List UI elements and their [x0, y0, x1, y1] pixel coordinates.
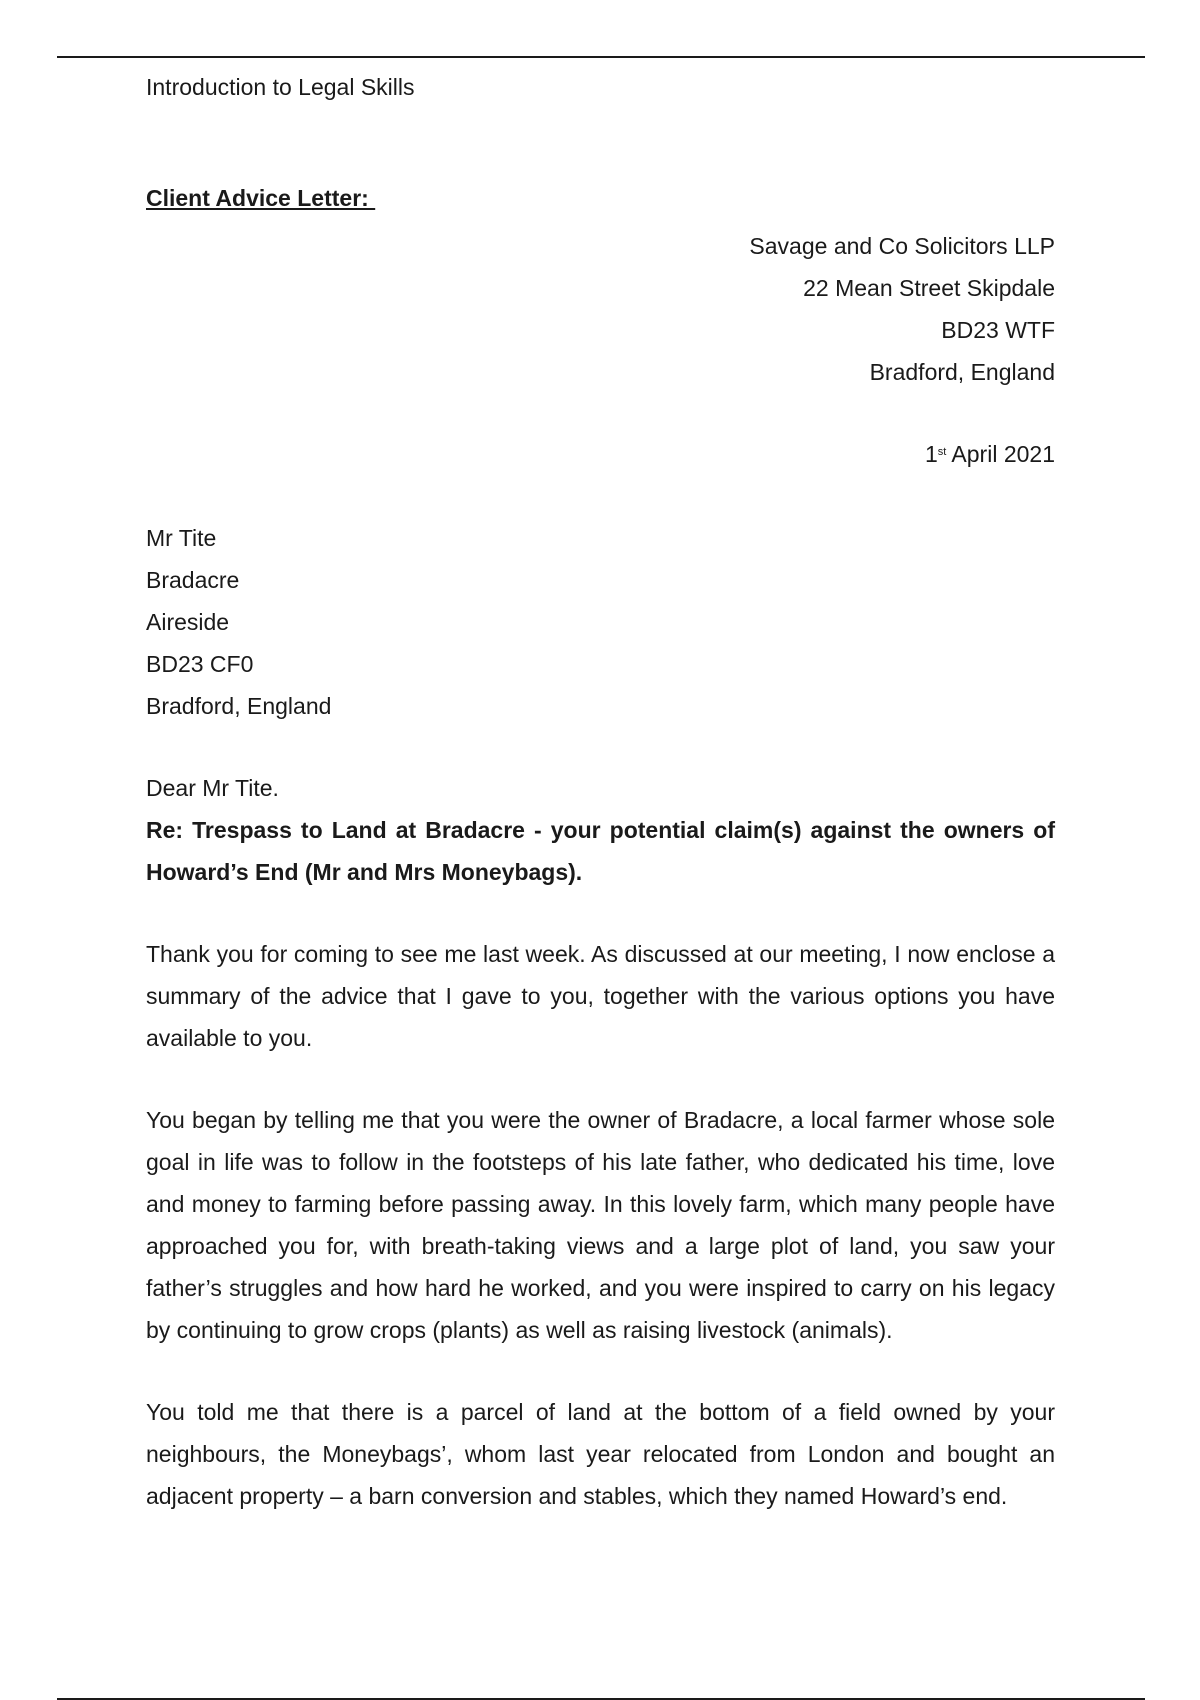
date-day: 1	[924, 441, 938, 467]
recipient-address-line: Bradford, England	[146, 693, 332, 719]
sender-address-line: BD23 WTF	[941, 317, 1055, 343]
header-rule	[57, 56, 1145, 58]
letter-date	[146, 433, 1055, 475]
recipient-address-line: Aireside	[146, 609, 230, 635]
letter-heading: Client Advice Letter:	[146, 185, 376, 211]
recipient-address-line: Bradacre	[146, 567, 240, 593]
body-paragraph: Thank you for coming to see me last week. As discussed at our meeting, I now enclose a summary of the advice that I gave to you, together with the various options you have available to you.	[146, 941, 1055, 1051]
body-paragraph: You told me that there is a parcel of land at the bottom of a field owned by your neighbours, the Moneybags’, whom last year relocated from London and bought an adjacent property – a barn conversion and stables, which they named Howard’s end.	[146, 1399, 1055, 1509]
sender-address	[146, 225, 1055, 393]
sender-address-line: Bradford, England	[869, 359, 1055, 385]
recipient-address-line: BD23 CF0	[146, 651, 254, 677]
body-paragraph: You began by telling me that you were the owner of Bradacre, a local farmer whose sole goal in life was to follow in the footsteps of his late father, who dedicated his time, love and money to farming before passing away. In this lovely farm, which many people have approached you for, with breath-taking views and a large plot of land, you saw your father’s struggles and how hard he worked, and you were inspired to carry on his legacy by continuing to grow crops (plants) as well as raising livestock (animals).	[146, 1107, 1055, 1343]
date-month-year: April 2021	[946, 441, 1055, 467]
recipient-address-line: Mr Tite	[146, 525, 217, 551]
recipient-address	[146, 517, 1055, 727]
sender-address-line: 22 Mean Street Skipdale	[803, 275, 1055, 301]
subject-line: Re: Trespass to Land at Bradacre - your potential claim(s) against the owners of Howard’s End (Mr and Mrs Moneybags).	[146, 817, 1055, 885]
letter-body	[146, 183, 1055, 1517]
document-header: Introduction to Legal Skills	[146, 74, 415, 100]
date-ordinal: st	[937, 446, 947, 458]
sender-address-line: Savage and Co Solicitors LLP	[749, 233, 1055, 259]
salutation: Dear Mr Tite.	[146, 775, 279, 801]
